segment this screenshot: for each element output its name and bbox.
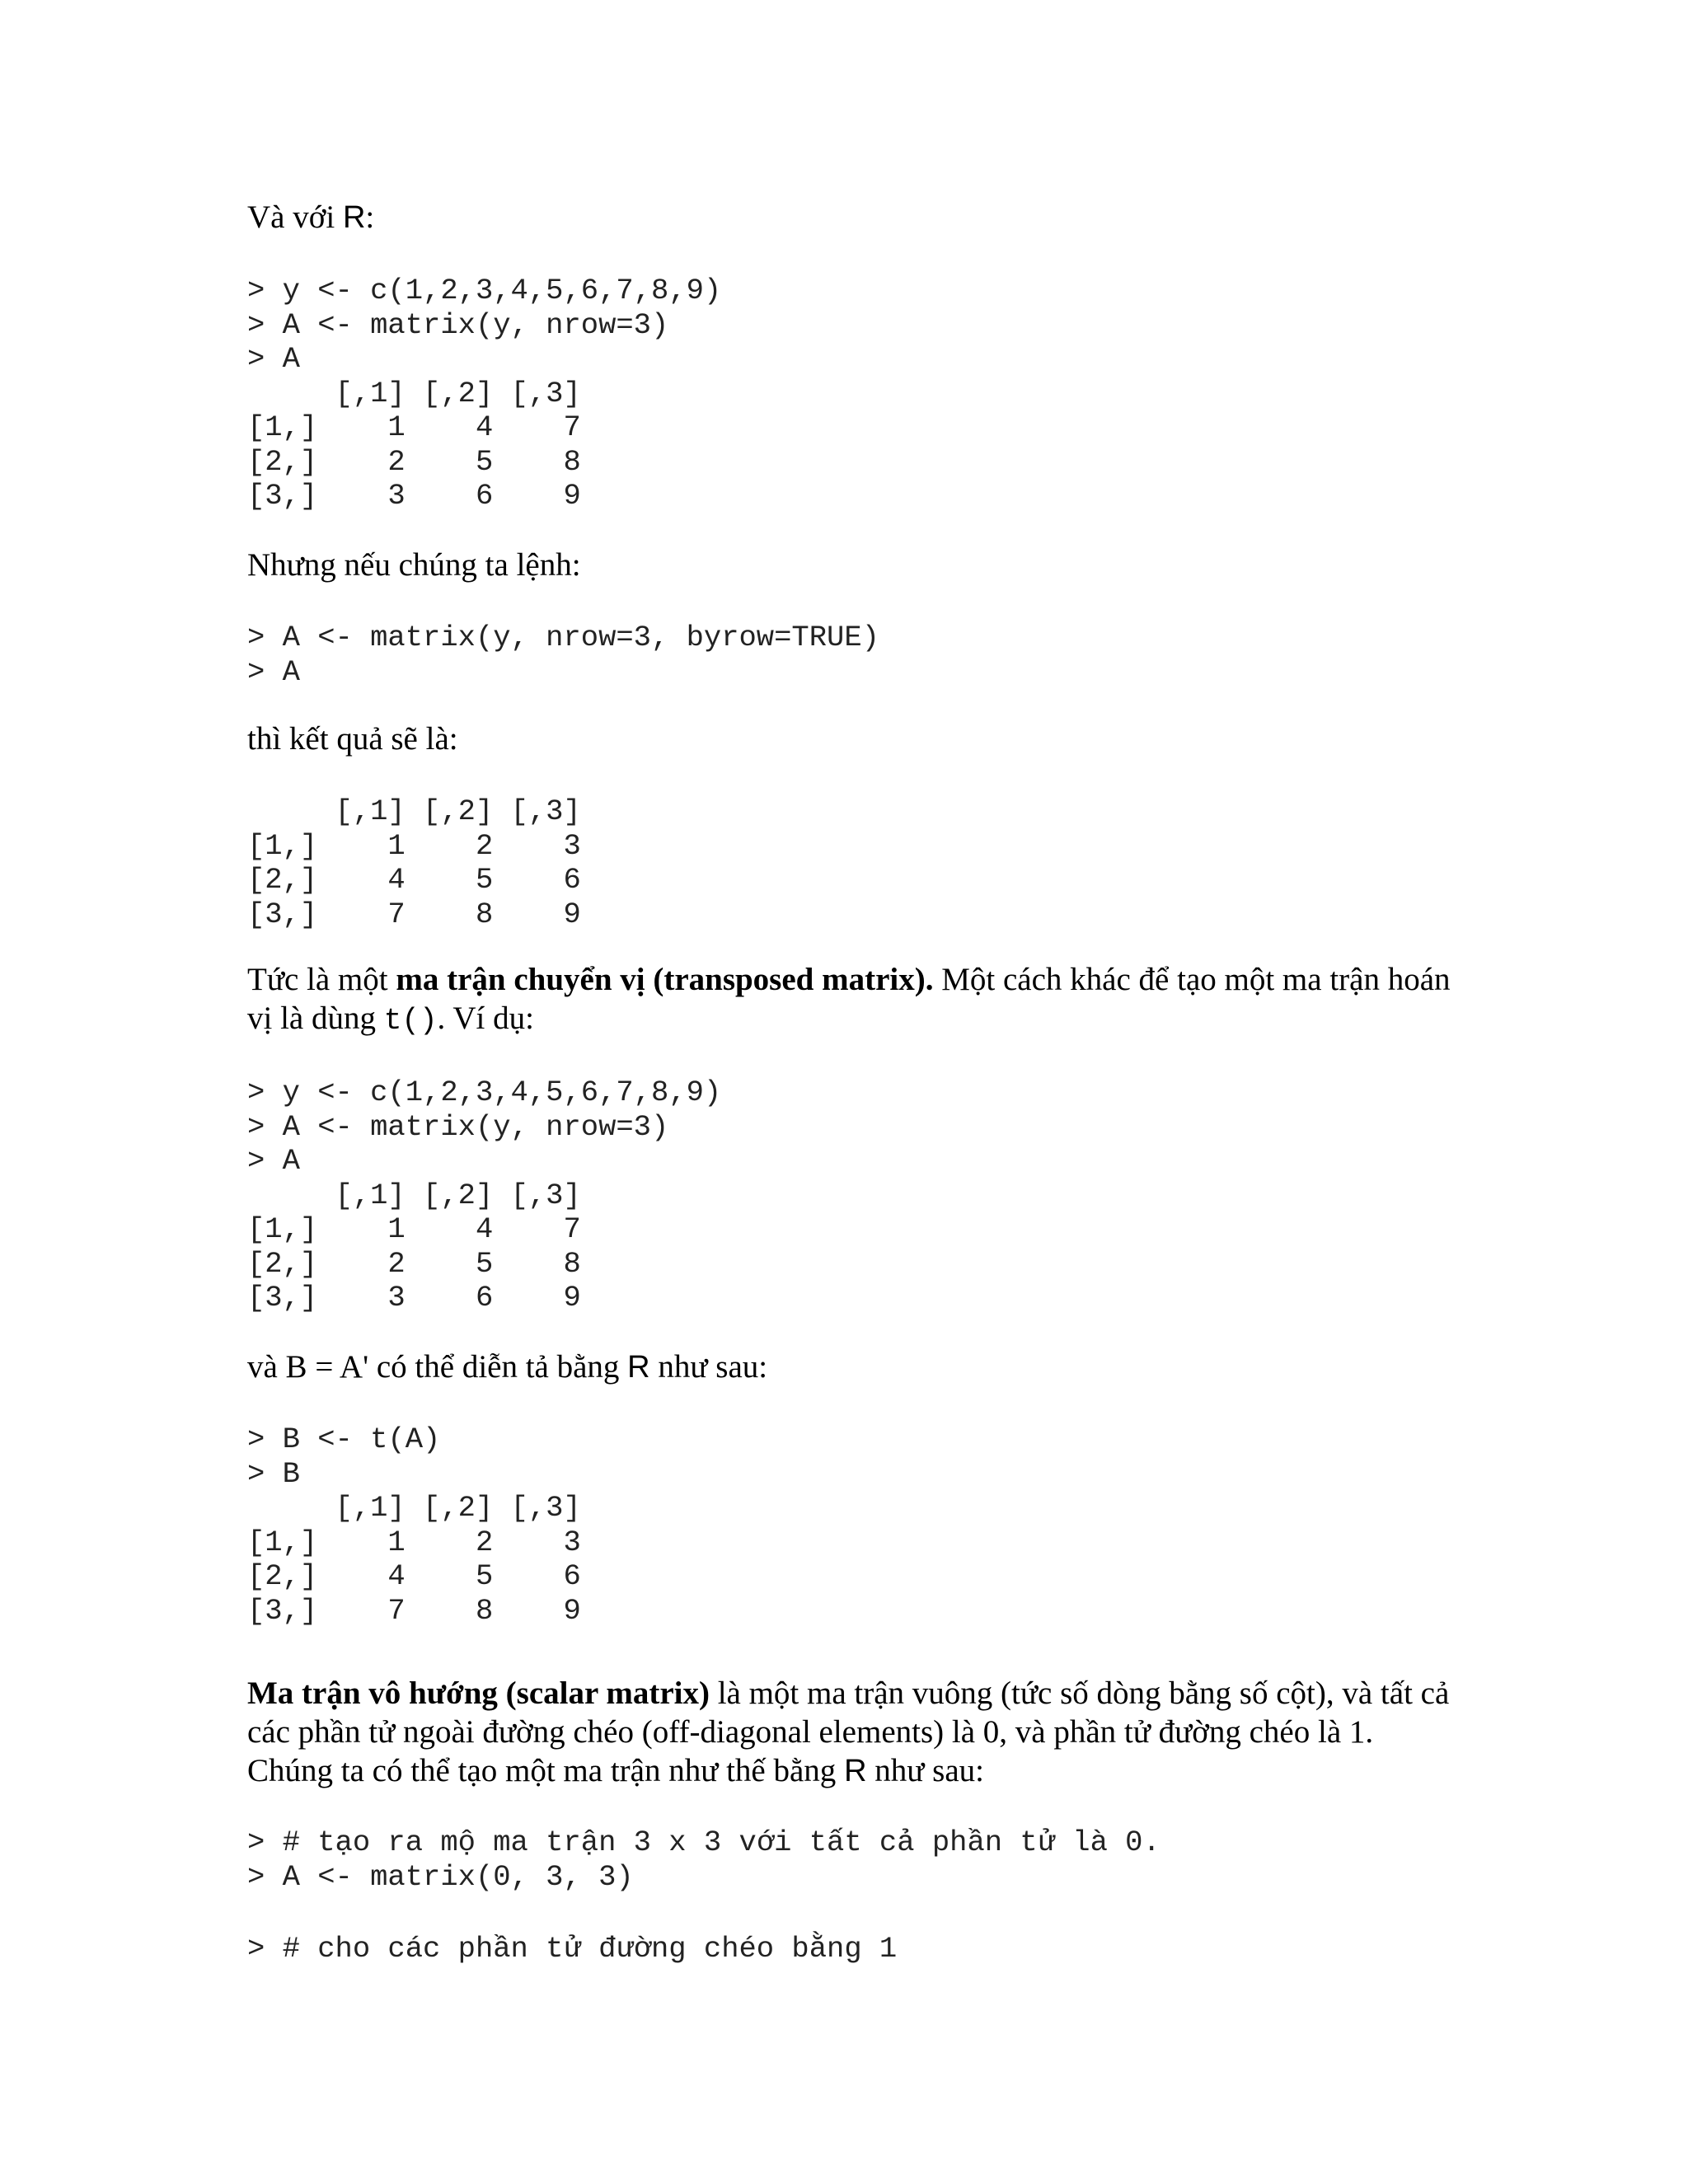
paragraph-intro-r — [247, 198, 374, 237]
paragraph-b-equals-a-prime — [247, 1347, 767, 1387]
code-line: [3,] 3 6 9 — [247, 1281, 581, 1315]
r-language-name: R — [342, 200, 366, 235]
bold-term: ma trận chuyển vị (transposed matrix). — [396, 962, 934, 997]
paragraph-transposed-matrix — [247, 960, 1451, 1040]
text-run: : — [365, 199, 375, 235]
code-line: [1,] 1 4 7 — [247, 1212, 581, 1246]
code-line: > A — [247, 342, 300, 376]
code-line: [2,] 2 5 8 — [247, 1246, 581, 1281]
code-block-byrow — [247, 621, 879, 689]
code-line: > A — [247, 1144, 300, 1178]
code-line: [1,] 1 2 3 — [247, 1525, 581, 1559]
code-line: [3,] 7 8 9 — [247, 1593, 581, 1628]
text-run: thì kết quả sẽ là: — [247, 721, 458, 757]
code-block-diagonal-comment — [247, 1932, 897, 1966]
paragraph-scalar-matrix — [247, 1674, 1451, 1791]
code-line: [,1] [,2] [,3] — [247, 1178, 581, 1212]
code-line: > A — [247, 654, 300, 689]
code-line: > B <- t(A) — [247, 1422, 441, 1456]
code-line: > A <- matrix(y, nrow=3) — [247, 1109, 669, 1144]
code-line: [3,] 7 8 9 — [247, 897, 581, 931]
text-run: là một ma trận vuông (tức số dòng bằng số cột), và tất cả các phần tử ngoài đường chéo (off-diagonal elements) là 0, và phần tử đường chéo là 1. Chúng ta có thể tạo một ma trận như thế bằng — [247, 1675, 1450, 1788]
paragraph-byrow-intro — [247, 546, 581, 584]
code-line: > B — [247, 1456, 300, 1491]
text-run: như sau: — [649, 1349, 768, 1385]
text-run: Một cách khác để tạo một ma trận hoán vị là dùng — [247, 962, 1451, 1036]
code-line: [2,] 4 5 6 — [247, 1559, 581, 1593]
code-block-transpose — [247, 1422, 581, 1628]
code-line: [2,] 4 5 6 — [247, 863, 581, 897]
text-run: Và với — [247, 199, 343, 235]
code-block-matrix-create — [247, 274, 721, 513]
code-line: > y <- c(1,2,3,4,5,6,7,8,9) — [247, 1076, 722, 1109]
text-run: và B = A' có thể diễn tả bằng — [247, 1349, 628, 1385]
code-line: [1,] 1 2 3 — [247, 828, 581, 863]
bold-term: Ma trận vô hướng (scalar matrix) — [247, 1675, 710, 1711]
code-line: [,1] [,2] [,3] — [247, 794, 581, 828]
r-language-name: R — [844, 1754, 867, 1788]
text-run: như sau: — [866, 1753, 984, 1788]
code-line: > # tạo ra mộ ma trận 3 x 3 với tất cả phần tử là 0. — [247, 1825, 1160, 1859]
text-run: . Ví dụ: — [437, 1001, 534, 1036]
r-language-name: R — [627, 1350, 650, 1385]
code-line: > A <- matrix(y, nrow=3) — [247, 307, 669, 342]
code-line: > A <- matrix(y, nrow=3, byrow=TRUE) — [247, 621, 879, 654]
code-line: [,1] [,2] [,3] — [247, 376, 581, 410]
code-line: > A <- matrix(0, 3, 3) — [247, 1859, 634, 1894]
paragraph-result-intro — [247, 719, 458, 758]
code-line: > y <- c(1,2,3,4,5,6,7,8,9) — [247, 274, 722, 307]
text-run: Nhưng nếu chúng ta lệnh: — [247, 547, 581, 583]
code-block-transpose-setup — [247, 1076, 721, 1315]
code-line: [1,] 1 4 7 — [247, 410, 581, 444]
inline-code: t() — [383, 1004, 438, 1038]
code-block-zero-matrix — [247, 1825, 1160, 1894]
code-line: > # cho các phần tử đường chéo bằng 1 — [247, 1932, 898, 1966]
code-block-byrow-output — [247, 794, 581, 931]
text-run: Tức là một — [247, 962, 396, 997]
code-line: [2,] 2 5 8 — [247, 444, 581, 479]
code-line: [,1] [,2] [,3] — [247, 1491, 581, 1525]
code-line: [3,] 3 6 9 — [247, 479, 581, 513]
